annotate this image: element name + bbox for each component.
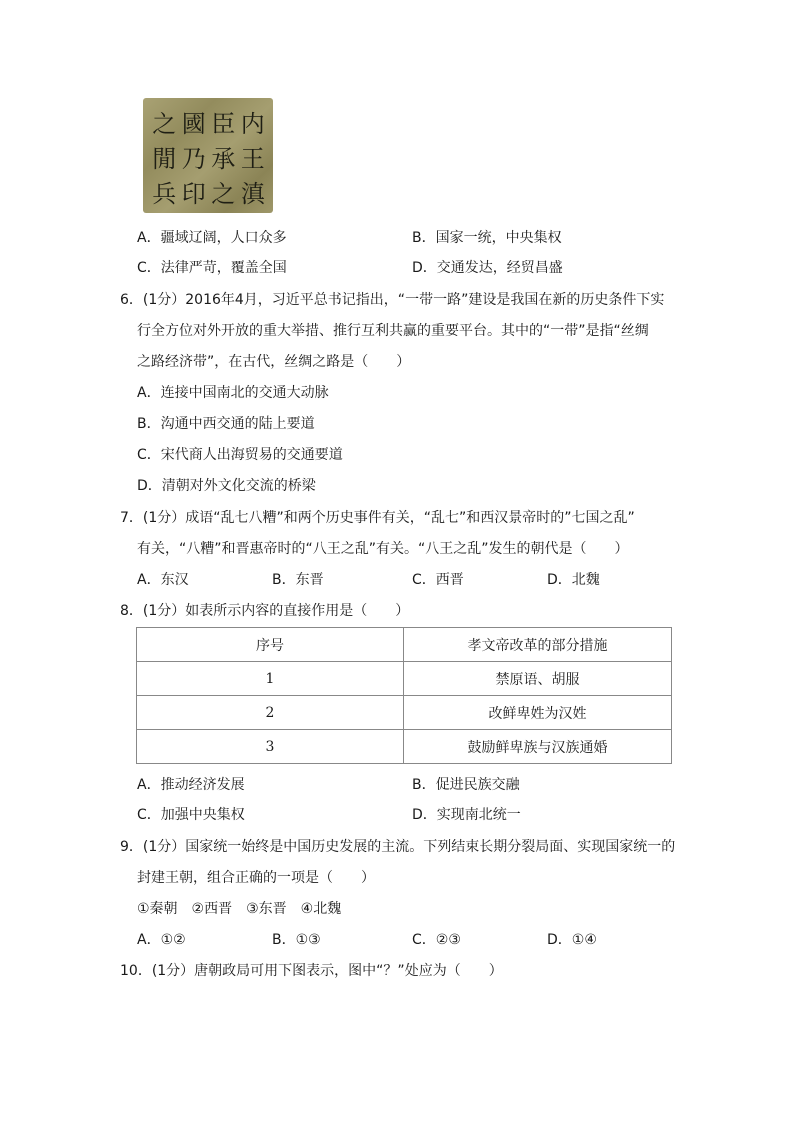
q7-option-b[interactable]: B．东晋 — [272, 572, 324, 588]
q6-option-a[interactable]: A．连接中国南北的交通大动脉 — [137, 385, 329, 401]
q8-option-c[interactable]: C．加强中央集权 — [137, 807, 245, 823]
seal-characters — [149, 104, 267, 207]
table-header-cell: 孝文帝改革的部分措施 — [404, 628, 672, 662]
q7-stem-line2: 有关，“八糟”和晋惠帝时的“八王之乱”有关。“八王之乱”发生的朝代是（ ） — [137, 541, 629, 557]
seal-char: 乃 — [181, 145, 205, 173]
table-header-row — [137, 628, 672, 662]
q9-stem-line2: 封建王朝，组合正确的一项是（ ） — [137, 870, 375, 886]
q5-option-b[interactable]: B．国家一统，中央集权 — [412, 230, 562, 246]
table-cell-measure: 鼓励鲜卑族与汉族通婚 — [404, 730, 672, 764]
table-cell-measure: 禁原语、胡服 — [404, 662, 672, 696]
q5-option-c[interactable]: C．法律严苛，覆盖全国 — [137, 260, 287, 276]
table-row — [137, 730, 672, 764]
table-cell-index: 1 — [137, 662, 404, 696]
q8-option-a[interactable]: A．推动经济发展 — [137, 777, 245, 793]
seal-char: 印 — [181, 180, 205, 208]
table-cell-index: 2 — [137, 696, 404, 730]
seal-char: 滇 — [240, 180, 264, 208]
q6-stem-line1: 6．(1分）2016年4月，习近平总书记指出，“一带一路”建设是我国在新的历史条件下实 — [120, 292, 665, 308]
q6-option-b[interactable]: B．沟通中西交通的陆上要道 — [137, 416, 315, 432]
seal-char: 之 — [211, 180, 235, 208]
table-cell-measure: 改鲜卑姓为汉姓 — [404, 696, 672, 730]
q9-option-c[interactable]: C．②③ — [412, 932, 461, 948]
q9-option-a[interactable]: A．①② — [137, 932, 186, 948]
q8-option-d[interactable]: D．实现南北统一 — [412, 807, 521, 823]
seal-char: 内 — [240, 110, 264, 138]
q5-option-a[interactable]: A．疆域辽阔，人口众多 — [137, 230, 287, 246]
reform-measures-table — [136, 627, 672, 764]
seal-char: 臣 — [211, 110, 235, 138]
seal-char: 閒 — [152, 145, 176, 173]
q9-option-b[interactable]: B．①③ — [272, 932, 321, 948]
q7-option-d[interactable]: D．北魏 — [547, 572, 600, 588]
seal-char: 承 — [211, 145, 235, 173]
q7-stem-line1: 7．(1分）成语“乱七八糟”和两个历史事件有关，“乱七”和西汉景帝时的”七国之乱” — [120, 510, 635, 526]
seal-char: 王 — [240, 145, 264, 173]
q8-stem: 8．(1分）如表所示内容的直接作用是（ ） — [120, 603, 410, 619]
q5-option-d[interactable]: D．交通发达，经贸昌盛 — [412, 260, 563, 276]
table-row — [137, 662, 672, 696]
table-row — [137, 696, 672, 730]
q6-stem-line3: 之路经济带”，在古代，丝绸之路是（ ） — [137, 354, 411, 370]
q7-option-a[interactable]: A．东汉 — [137, 572, 189, 588]
q9-items: ①秦朝 ②西晋 ③东晋 ④北魏 — [137, 901, 342, 917]
seal-char: 兵 — [152, 180, 176, 208]
q6-option-d[interactable]: D．清朝对外文化交流的桥梁 — [137, 478, 316, 494]
table-cell-index: 3 — [137, 730, 404, 764]
q6-option-c[interactable]: C．宋代商人出海贸易的交通要道 — [137, 447, 343, 463]
q10-stem: 10．(1分）唐朝政局可用下图表示，图中“？”处应为（ ） — [120, 963, 503, 979]
table-header-cell: 序号 — [137, 628, 404, 662]
q9-option-d[interactable]: D．①④ — [547, 932, 597, 948]
seal-char: 之 — [152, 110, 176, 138]
q9-stem-line1: 9．(1分）国家统一始终是中国历史发展的主流。下列结束长期分裂局面、实现国家统一的 — [120, 839, 676, 855]
seal-char: 國 — [181, 110, 205, 138]
seal-image — [143, 98, 273, 213]
q6-stem-line2: 行全方位对外开放的重大举措、推行互利共赢的重要平台。其中的“一带”是指“丝绸 — [137, 323, 649, 339]
q8-option-b[interactable]: B．促进民族交融 — [412, 777, 520, 793]
q7-option-c[interactable]: C．西晋 — [412, 572, 464, 588]
